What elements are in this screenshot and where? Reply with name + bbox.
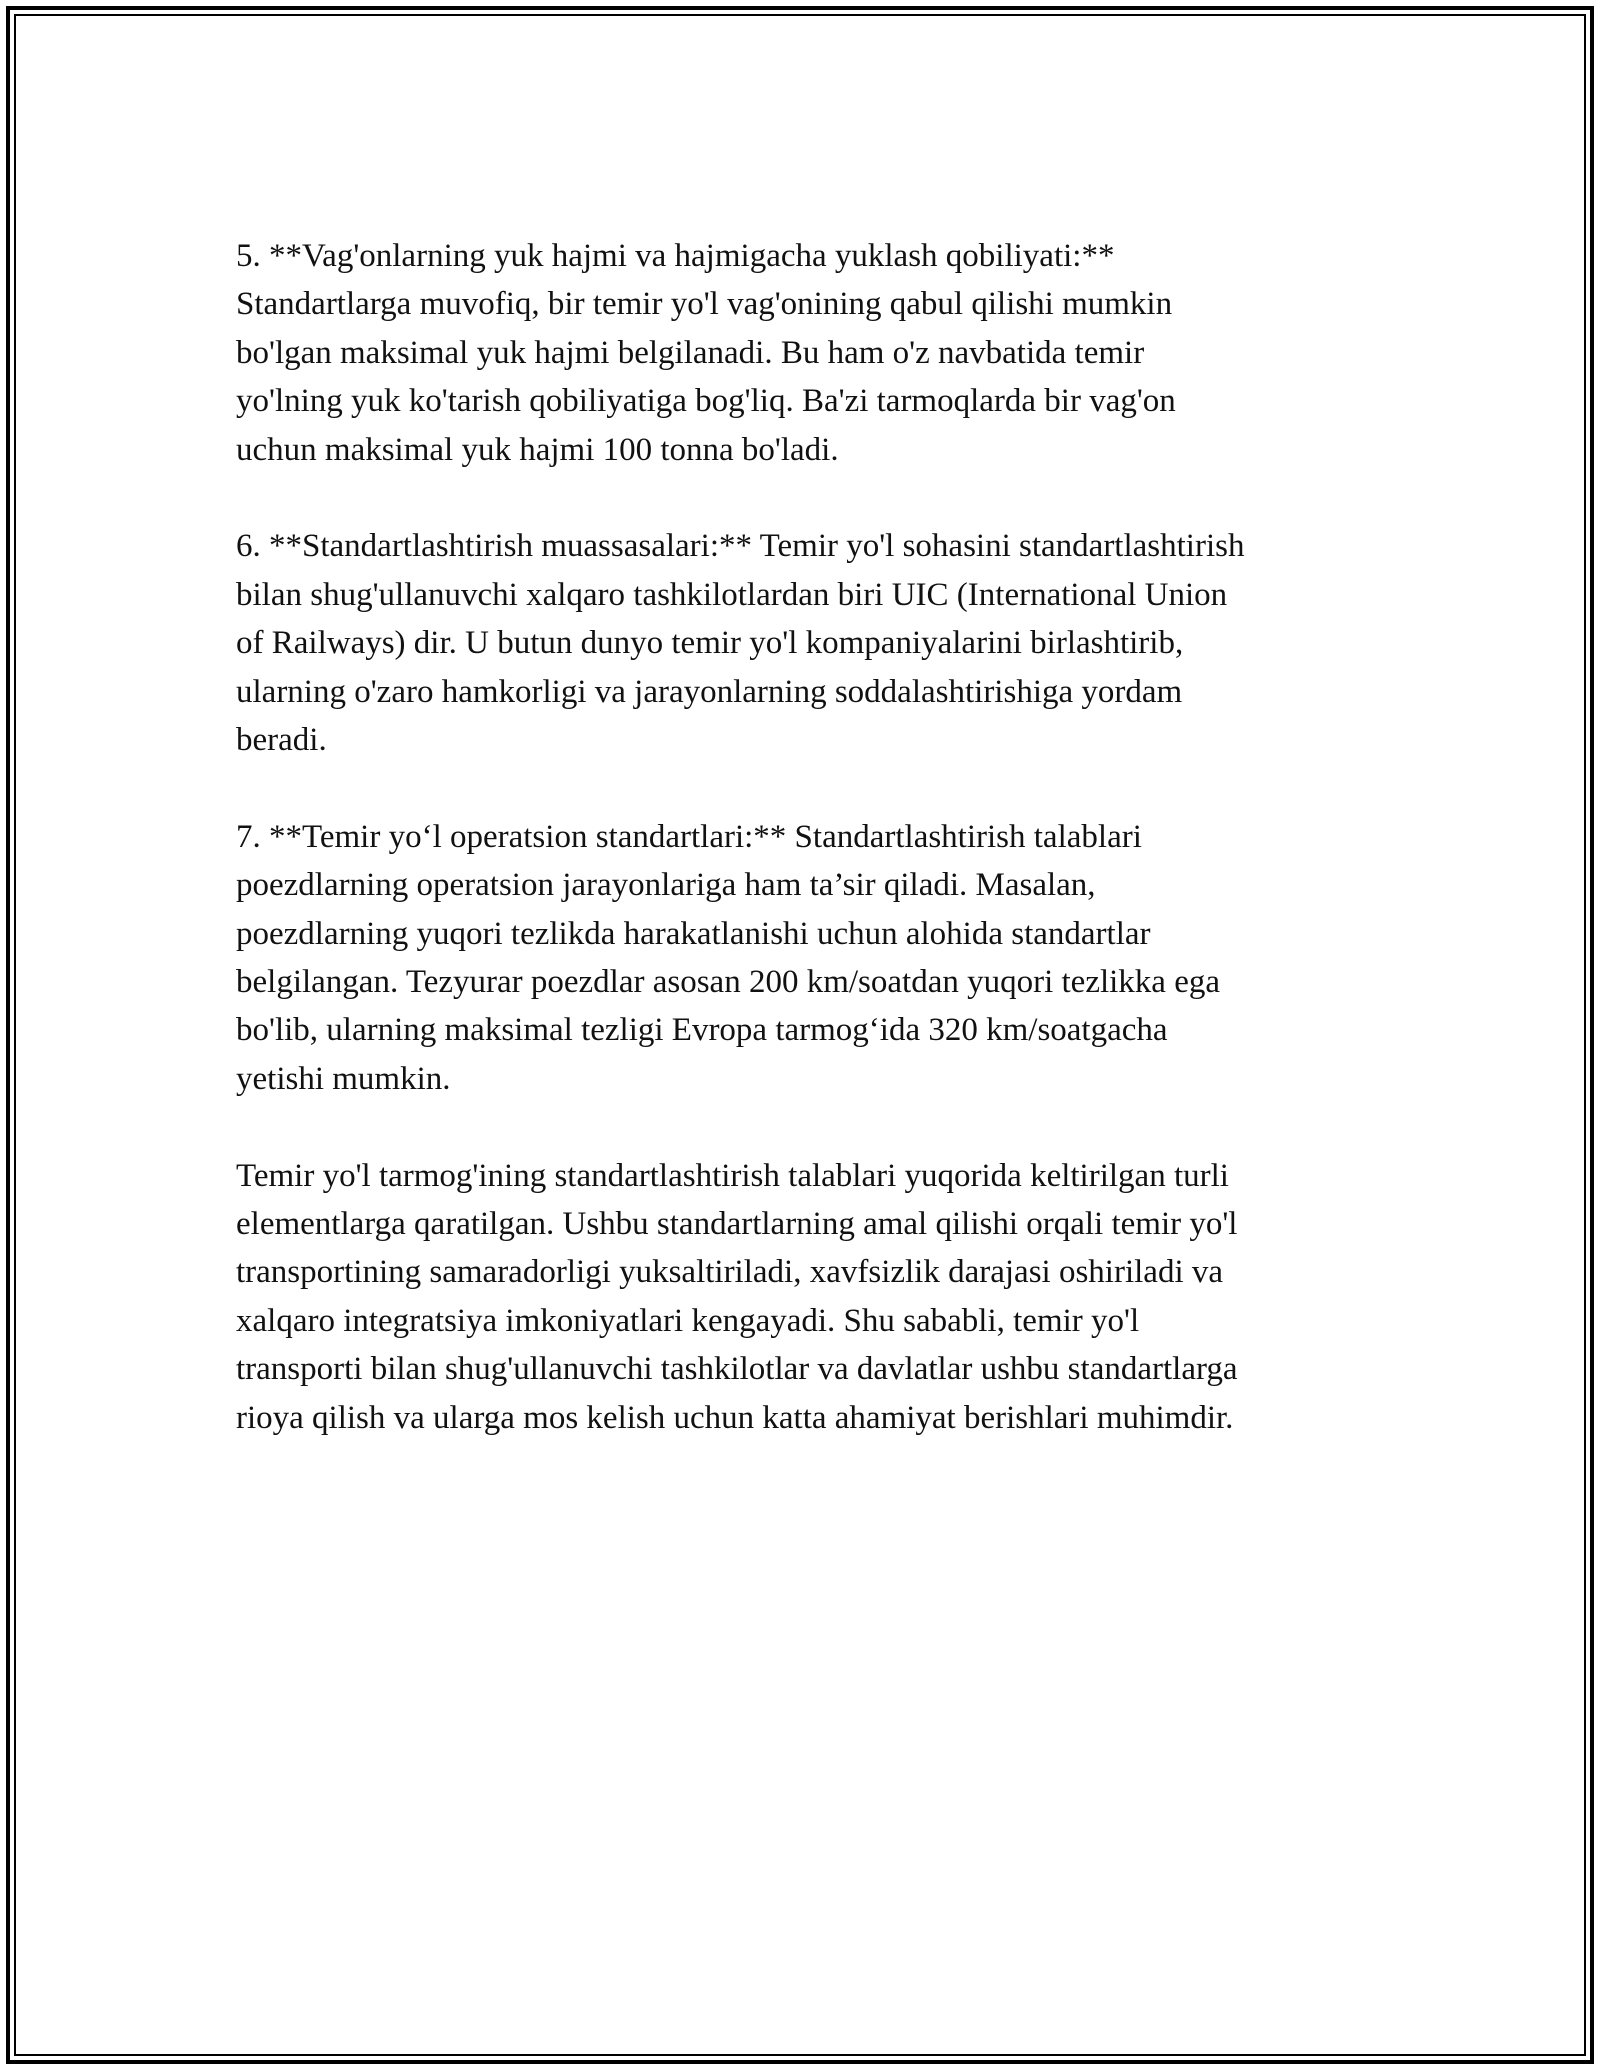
paragraph-item-6: 6. **Standartlashtirish muassasalari:** Temir yo'l sohasini standartlashtirish bilan shug'ullanuvchi xalqaro tashkilotlardan biri UIC (International Union of Railways) dir. U butun dunyo temir yo'l kompaniyalarini birlashtirib, ularning o'zaro hamkorligi va jarayonlarning soddalashtirishiga yordam beradi. — [236, 528, 1245, 759]
paragraph-item-7: 7. **Temir yo‘l operatsion standartlari:** Standartlashtirish talablari poezdlarning operatsion jarayonlariga ham ta’sir qiladi. Masalan, poezdlarning yuqori tezlikda harakatlanishi uchun alohida standartlar belgilangan. Tezyurar poezdlar asosan 200 km/soatdan yuqori tezlikka ega bo'lib, ularning maksimal tezligi Evropa tarmog‘ida 320 km/soatgacha yetishi mumkin. — [236, 818, 1220, 1097]
paragraph-conclusion: Temir yo'l tarmog'ining standartlashtirish talablari yuqorida keltirilgan turli elementlarga qaratilgan. Ushbu standartlarning amal qilishi orqali temir yo'l transportining samaradorligi yuksaltiriladi, xavfsizlik darajasi oshiriladi va xalqaro integratsiya imkoniyatlari kengayadi. Shu sababli, temir yo'l transporti bilan shug'ullanuvchi tashkilotlar va davlatlar ushbu standartlarga rioya qilish va ularga mos kelish uchun katta ahamiyat berishlari muhimdir. — [236, 1157, 1238, 1436]
document-body — [236, 232, 1366, 1491]
paragraph-item-5: 5. **Vag'onlarning yuk hajmi va hajmigacha yuklash qobiliyati:** Standartlarga muvofiq, bir temir yo'l vag'onining qabul qilishi mumkin bo'lgan maksimal yuk hajmi belgilanadi. Bu ham o'z navbatida temir yo'lning yuk ko'tarish qobiliyatiga bog'liq. Ba'zi tarmoqlarda bir vag'on uchun maksimal yuk hajmi 100 tonna bo'ladi. — [236, 238, 1176, 468]
